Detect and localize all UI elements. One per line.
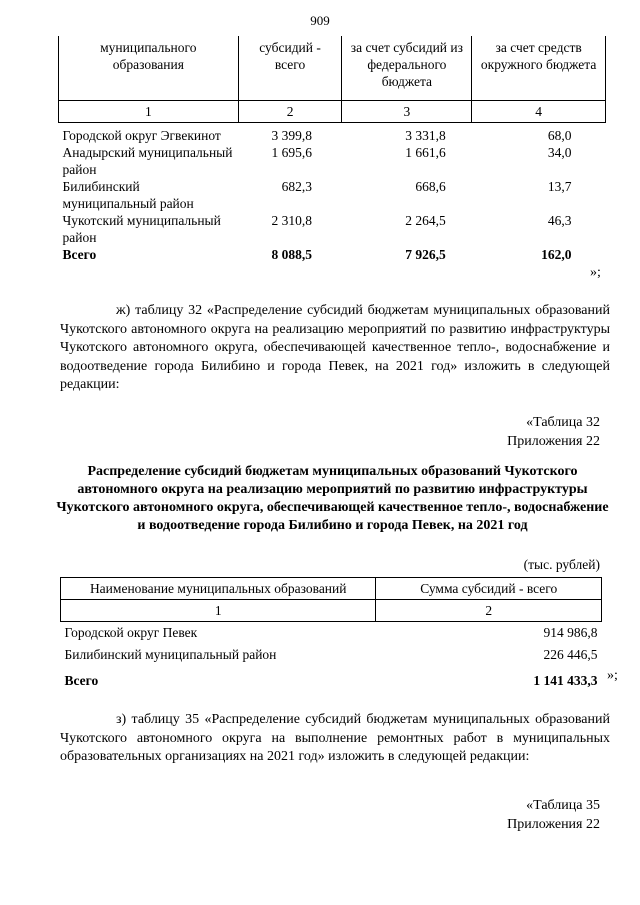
total-row xyxy=(59,246,606,263)
total-value: 8 088,5 xyxy=(271,246,312,262)
total-value: 682,3 xyxy=(281,178,312,194)
table-row xyxy=(59,212,606,246)
subsidy-table-32 xyxy=(60,577,602,692)
amount-value: 914 986,8 xyxy=(543,625,598,640)
total-value: 3 399,8 xyxy=(271,127,312,143)
district-value: 68,0 xyxy=(547,127,572,143)
municipality-name: Чукотский муниципальный район xyxy=(62,212,221,245)
municipality-name: Анадырский муниципальный район xyxy=(62,144,233,177)
paragraph-text: з) таблицу 35 «Распределение субсидий бюджетам муниципальных образований Чукотского автономного округа на выполнение ремонтных работ в муниципальных образовательных организациях на 2021 год» изложить в следующей редакции: xyxy=(60,712,610,764)
column-number: 2 xyxy=(376,600,602,622)
column-header: Наименование муниципальных образований xyxy=(61,578,376,600)
column-header: субсидий - всего xyxy=(238,36,342,101)
closing-quote: »; xyxy=(607,668,618,683)
appendix-label: Приложения 22 xyxy=(507,817,600,832)
municipality-name: Билибинский муниципальный район xyxy=(62,178,194,211)
table-row xyxy=(59,144,606,178)
amount-value: 1 141 433,3 xyxy=(533,673,598,688)
total-value: 1 695,6 xyxy=(271,144,312,160)
table32-caption xyxy=(507,413,600,451)
column-header: муниципального образования xyxy=(59,36,239,101)
table-header-row xyxy=(59,36,606,101)
table-row xyxy=(61,644,602,666)
column-header: за счет средств окружного бюджета xyxy=(472,36,606,101)
federal-value: 668,6 xyxy=(415,178,446,194)
table-row xyxy=(59,127,606,144)
amount-value: 226 446,5 xyxy=(543,647,598,662)
column-number: 1 xyxy=(61,600,376,622)
units-label: (тыс. рублей) xyxy=(523,557,600,572)
paragraph-text: ж) таблицу 32 «Распределение субсидий бюджетам муниципальных образований Чукотского автономного округа на реализацию мероприятий по развитию инфраструктуры Чукотского автономного округа, обеспечивающей качественное тепло-, водоснабжение и водоотведение города Билибино и города Певек, на 2021 год» изложить в следующей редакции: xyxy=(60,303,610,392)
table-header-row xyxy=(61,578,602,600)
closing-quote: »; xyxy=(590,265,601,280)
table-label: «Таблица 35 xyxy=(526,798,600,813)
district-value: 162,0 xyxy=(541,246,572,262)
column-number: 2 xyxy=(238,101,342,123)
table35-caption xyxy=(507,796,600,834)
district-value: 34,0 xyxy=(547,144,572,160)
federal-value: 1 661,6 xyxy=(405,144,446,160)
column-number: 3 xyxy=(342,101,472,123)
federal-value: 7 926,5 xyxy=(405,246,446,262)
column-number: 4 xyxy=(472,101,606,123)
column-number-row xyxy=(61,600,602,622)
table32-title: Распределение субсидий бюджетам муниципальных образований Чукотского автономного округа на реализацию мероприятий по развитию инфраструктуры Чукотского автономного округа, обеспечивающей качественное тепло-, водоснабжение и водоотведение города Билибино и города Певек, на 2021 год xyxy=(56,464,609,533)
federal-value: 2 264,5 xyxy=(405,212,446,228)
column-header: Сумма субсидий - всего xyxy=(376,578,602,600)
municipality-name: Городской округ Певек xyxy=(64,625,198,640)
column-number: 1 xyxy=(59,101,239,123)
column-number-row xyxy=(59,101,606,123)
total-label: Всего xyxy=(64,673,99,688)
total-row xyxy=(61,666,602,692)
total-value: 2 310,8 xyxy=(271,212,312,228)
table-label: «Таблица 32 xyxy=(526,415,600,430)
total-label: Всего xyxy=(62,246,97,262)
district-value: 13,7 xyxy=(547,178,572,194)
subsidy-table-continued xyxy=(58,36,606,263)
paragraph-zh xyxy=(60,302,610,395)
paragraph-z xyxy=(60,711,610,767)
table-row xyxy=(59,178,606,212)
appendix-label: Приложения 22 xyxy=(507,434,600,449)
page-number: 909 xyxy=(310,13,330,28)
municipality-name: Городской округ Эгвекинот xyxy=(62,127,221,143)
column-header: за счет субсидий из федерального бюджета xyxy=(342,36,472,101)
federal-value: 3 331,8 xyxy=(405,127,446,143)
district-value: 46,3 xyxy=(547,212,572,228)
table-row xyxy=(61,622,602,645)
municipality-name: Билибинский муниципальный район xyxy=(64,647,277,662)
